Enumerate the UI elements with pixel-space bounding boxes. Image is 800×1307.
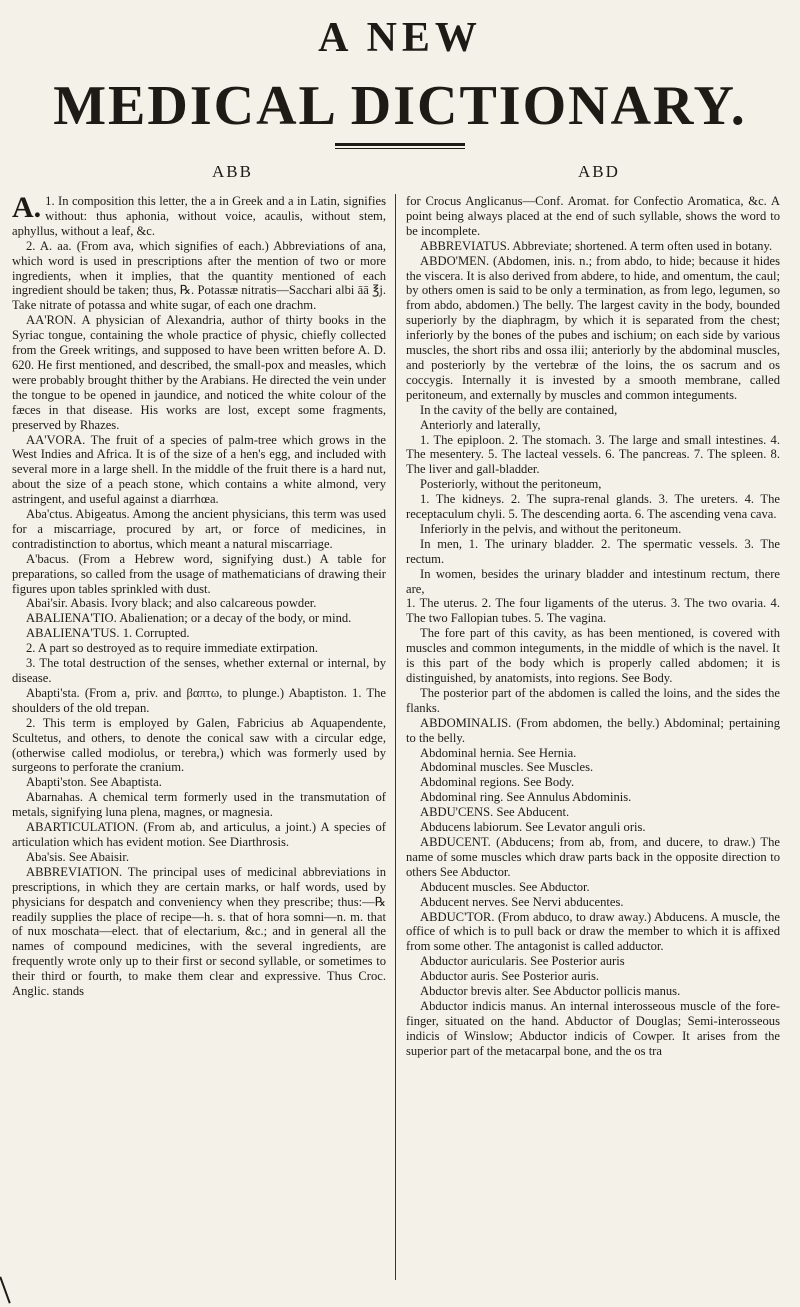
entry-paragraph: Abai'sir. Abasis. Ivory black; and also calcareous powder. [26, 596, 317, 611]
entry-paragraph: Abductor indicis manus. An internal interosseous muscle of the fore-finger, situated on the hand. Abductor of Douglas; Semi-interosseous indicis of Winslow; Abductor indicis of Cowper. It arises from the superior part of the metacarpal bone, and the os tra [406, 998, 780, 1058]
entry-subheading: Posteriorly, without the peritoneum, [420, 477, 602, 492]
entry-paragraph: Abapti'sta. (From a, priv. and βαπτω, to plunge.) Abaptiston. 1. The shoulders of the old trepan. [12, 685, 386, 715]
entry-paragraph: Abdominal hernia. See Hernia. [420, 745, 577, 760]
entry-paragraph: Abductor brevis alter. See Abductor pollicis manus. [420, 984, 681, 999]
entry-paragraph: Aba'sis. See Abaisir. [26, 849, 130, 864]
entry-paragraph: for Crocus Anglicanus—Conf. Aromat. for Confectio Aromatica, &c. A point being always placed at the end of such syllable, shows the word to be incomplete. [406, 194, 780, 238]
entry-paragraph: 2. This term is employed by Galen, Fabricius ab Aquapendente, Scultetus, and others, to denote the conical saw with a circular edge, (otherwise called modiolus, or terebra,) which was formerly used by surgeons to perforate the cranium. [12, 715, 386, 775]
entry-paragraph: Abdominal regions. See Body. [420, 775, 575, 790]
entry-paragraph: ABDUCENT. (Abducens; from ab, from, and ducere, to draw.) The name of some muscles which draw parts back in the opposite direction to others See Abductor. [406, 834, 780, 879]
margin-mark [0, 1277, 11, 1304]
entry-paragraph: Abductor auris. See Posterior auris. [420, 969, 600, 984]
entry-subheading: Inferiorly in the pelvis, and without the peritoneum. [420, 521, 682, 536]
entry-paragraph: AA'VORA. The fruit of a species of palm-tree which grows in the West Indies and Africa. It is of the size of a hen's egg, and included with several more in a large shell. In the middle of the fruit there is a hard nut, about the size of a peach stone, which contains a white almond, very astringent, and useful against a diarrhœa. [12, 432, 386, 507]
entry-paragraph: Aba'ctus. Abigeatus. Among the ancient physicians, this term was used for a miscarriage, procured by art, or force of medicines, in contradistinction to abortus, which meant a natural miscarriage. [12, 507, 386, 551]
entry-paragraph: In women, besides the urinary bladder and intestinum rectum, there are, [406, 566, 780, 596]
entry-paragraph: In men, 1. The urinary bladder. 2. The spermatic vessels. 3. The rectum. [406, 536, 780, 566]
entry-paragraph: Abdominal muscles. See Muscles. [420, 760, 594, 775]
column-divider [395, 194, 396, 1280]
entry-paragraph: ABALIENA'TIO. Abalienation; or a decay of the body, or mind. [26, 611, 352, 626]
entry-paragraph: AA'RON. A physician of Alexandria, author of thirty books in the Syriac tongue, containing the whole practice of physic, chiefly collected from the Greek writings, and supposed to have been written before A. D. 620. He first mentioned, and described, the small-pox and measles, which were probably brought thither by the Arabians. He directed the vein under the tongue to be opened in jaundice, and noticed the white colour of the fæces in that disease. His works are lost, except some fragments, preserved by Rhazes. [12, 313, 386, 432]
entry-subheading: Anteriorly and laterally, [420, 417, 541, 432]
entry-paragraph: ABDO'MEN. (Abdomen, inis. n.; from abdo, to hide; because it hides the viscera. It is also derived from abdere, to hide, and omentum, the caul; by others omen is said to be only a termination, as from lego, legumen, so from abdo, abdomen.) The belly. The largest cavity in the body, bounded superiorly by the diaphragm, by which it is separated from the chest; inferiorly by the bones of the pubes and ischium; on each side by various muscles, the short ribs and ossa ilii; anteriorly by the abdominal muscles, and posteriorly by the vertebræ of the loins, the os sacrum and os coccygis. Internally it is invested by a smooth membrane, called peritoneum, and externally by muscles and common integuments. [406, 253, 780, 402]
entry-paragraph: 3. The total destruction of the senses, whether external or internal, by disease. [12, 656, 386, 685]
title-rule [335, 143, 465, 146]
entry-paragraph: Abducent muscles. See Abductor. [420, 879, 590, 894]
entry-paragraph: In the cavity of the belly are contained, [420, 402, 618, 417]
entry-paragraph: ABBREVIATUS. Abbreviate; shortened. A term often used in botany. [420, 238, 773, 253]
title-line-2: MEDICAL DICTIONARY. [53, 75, 747, 137]
entry-paragraph: 1. The kidneys. 2. The supra-renal glands. 3. The ureters. 4. The receptaculum chyli. 5. The descending aorta. 6. The ascending vena cava. [406, 492, 780, 522]
running-head-right: ABD [578, 162, 620, 181]
entry-paragraph: A'bacus. (From a Hebrew word, signifying dust.) A table for preparations, so called from the usage of mathematicians of drawing their figures upon tables sprinkled with dust. [12, 551, 386, 596]
entry-paragraph: 2. A. aa. (From ava, which signifies of each.) Abbreviations of ana, which word is used in prescriptions after the mention of two or more ingredients, when it implies, that the quantity mentioned of each ingredient should be taken; thus, ℞. Potassæ nitratis—Sacchari albi āā ℥j. Take nitrate of potassa and white sugar, of each one drachm. [12, 238, 386, 313]
running-head-left: ABB [212, 162, 253, 181]
entry-paragraph: ABDUC'TOR. (From abduco, to draw away.) Abducens. A muscle, the office of which is to pull back or draw the member to which it is affixed from some other. The antagonist is called adductor. [406, 909, 780, 954]
right-column [406, 194, 780, 1059]
entry-paragraph: ABDOMINALIS. (From abdomen, the belly.) Abdominal; pertaining to the belly. [406, 715, 780, 745]
entry-paragraph: Abarnahas. A chemical term formerly used in the transmutation of metals, signifying luna plena, magnes, or magnesia. [12, 790, 386, 820]
entry-paragraph: ABBREVIATION. The principal uses of medicinal abbreviations in prescriptions, in which they are certain marks, or half words, used by physicians for despatch and conveniency when they prescribe; thus:—℞ readily supplies the place of recipe—h. s. that of hora somni—n. m. that of nux moschata—elect. that of electarium, &c.; and in general all the names of compound medicines, with the several ingredients, are frequently wrote only up to their first or second syllable, or sometimes to their third or fourth, to make them clear and expressive. Thus Croc. Anglic. stands [12, 864, 386, 999]
entry-paragraph: The fore part of this cavity, as has been mentioned, is covered with muscles and common integuments, in the middle of which is the navel. It is this part of the body which is properly called abdomen; it is distinguished, by anatomists, into regions. See Body. [406, 626, 780, 685]
drop-cap: A. [12, 191, 42, 224]
entry-paragraph: 2. A part so destroyed as to require immediate extirpation. [26, 641, 319, 656]
entry-paragraph: ABARTICULATION. (From ab, and articulus, a joint.) A species of articulation which has evident motion. See Diarthrosis. [12, 820, 386, 849]
entry-paragraph: Abducens labiorum. See Levator anguli oris. [420, 820, 646, 835]
entry-paragraph: Abducent nerves. See Nervi abducentes. [420, 894, 624, 909]
entry-paragraph: 1. The uterus. 2. The four ligaments of the uterus. 3. The two ovaria. 4. The two Fallopian tubes. 5. The vagina. [406, 596, 780, 626]
entry-paragraph: Abductor auricularis. See Posterior auris [420, 954, 625, 969]
entry-paragraph: Abdominal ring. See Annulus Abdominis. [420, 790, 632, 805]
entry-paragraph: A. 1. In composition this letter, the a in Greek and a in Latin, signifies without: thus aphonia, without voice, acaulis, without stem, aphyllus, without a leaf, &c. [12, 191, 386, 238]
entry-paragraph: ABDU'CENS. See Abducent. [420, 805, 570, 820]
left-column [12, 191, 386, 999]
title-rule-thin [335, 148, 465, 149]
title-line-1: A NEW [318, 15, 482, 61]
entry-paragraph: Abapti'ston. See Abaptista. [26, 775, 162, 790]
entry-paragraph: 1. The epiploon. 2. The stomach. 3. The large and small intestines. 4. The mesentery. 5. The lacteal vessels. 6. The pancreas. 7. The spleen. 8. The liver and gall-bladder. [406, 432, 780, 477]
entry-paragraph: The posterior part of the abdomen is called the loins, and the sides the flanks. [406, 685, 780, 715]
entry-paragraph: ABALIENA'TUS. 1. Corrupted. [26, 626, 190, 641]
